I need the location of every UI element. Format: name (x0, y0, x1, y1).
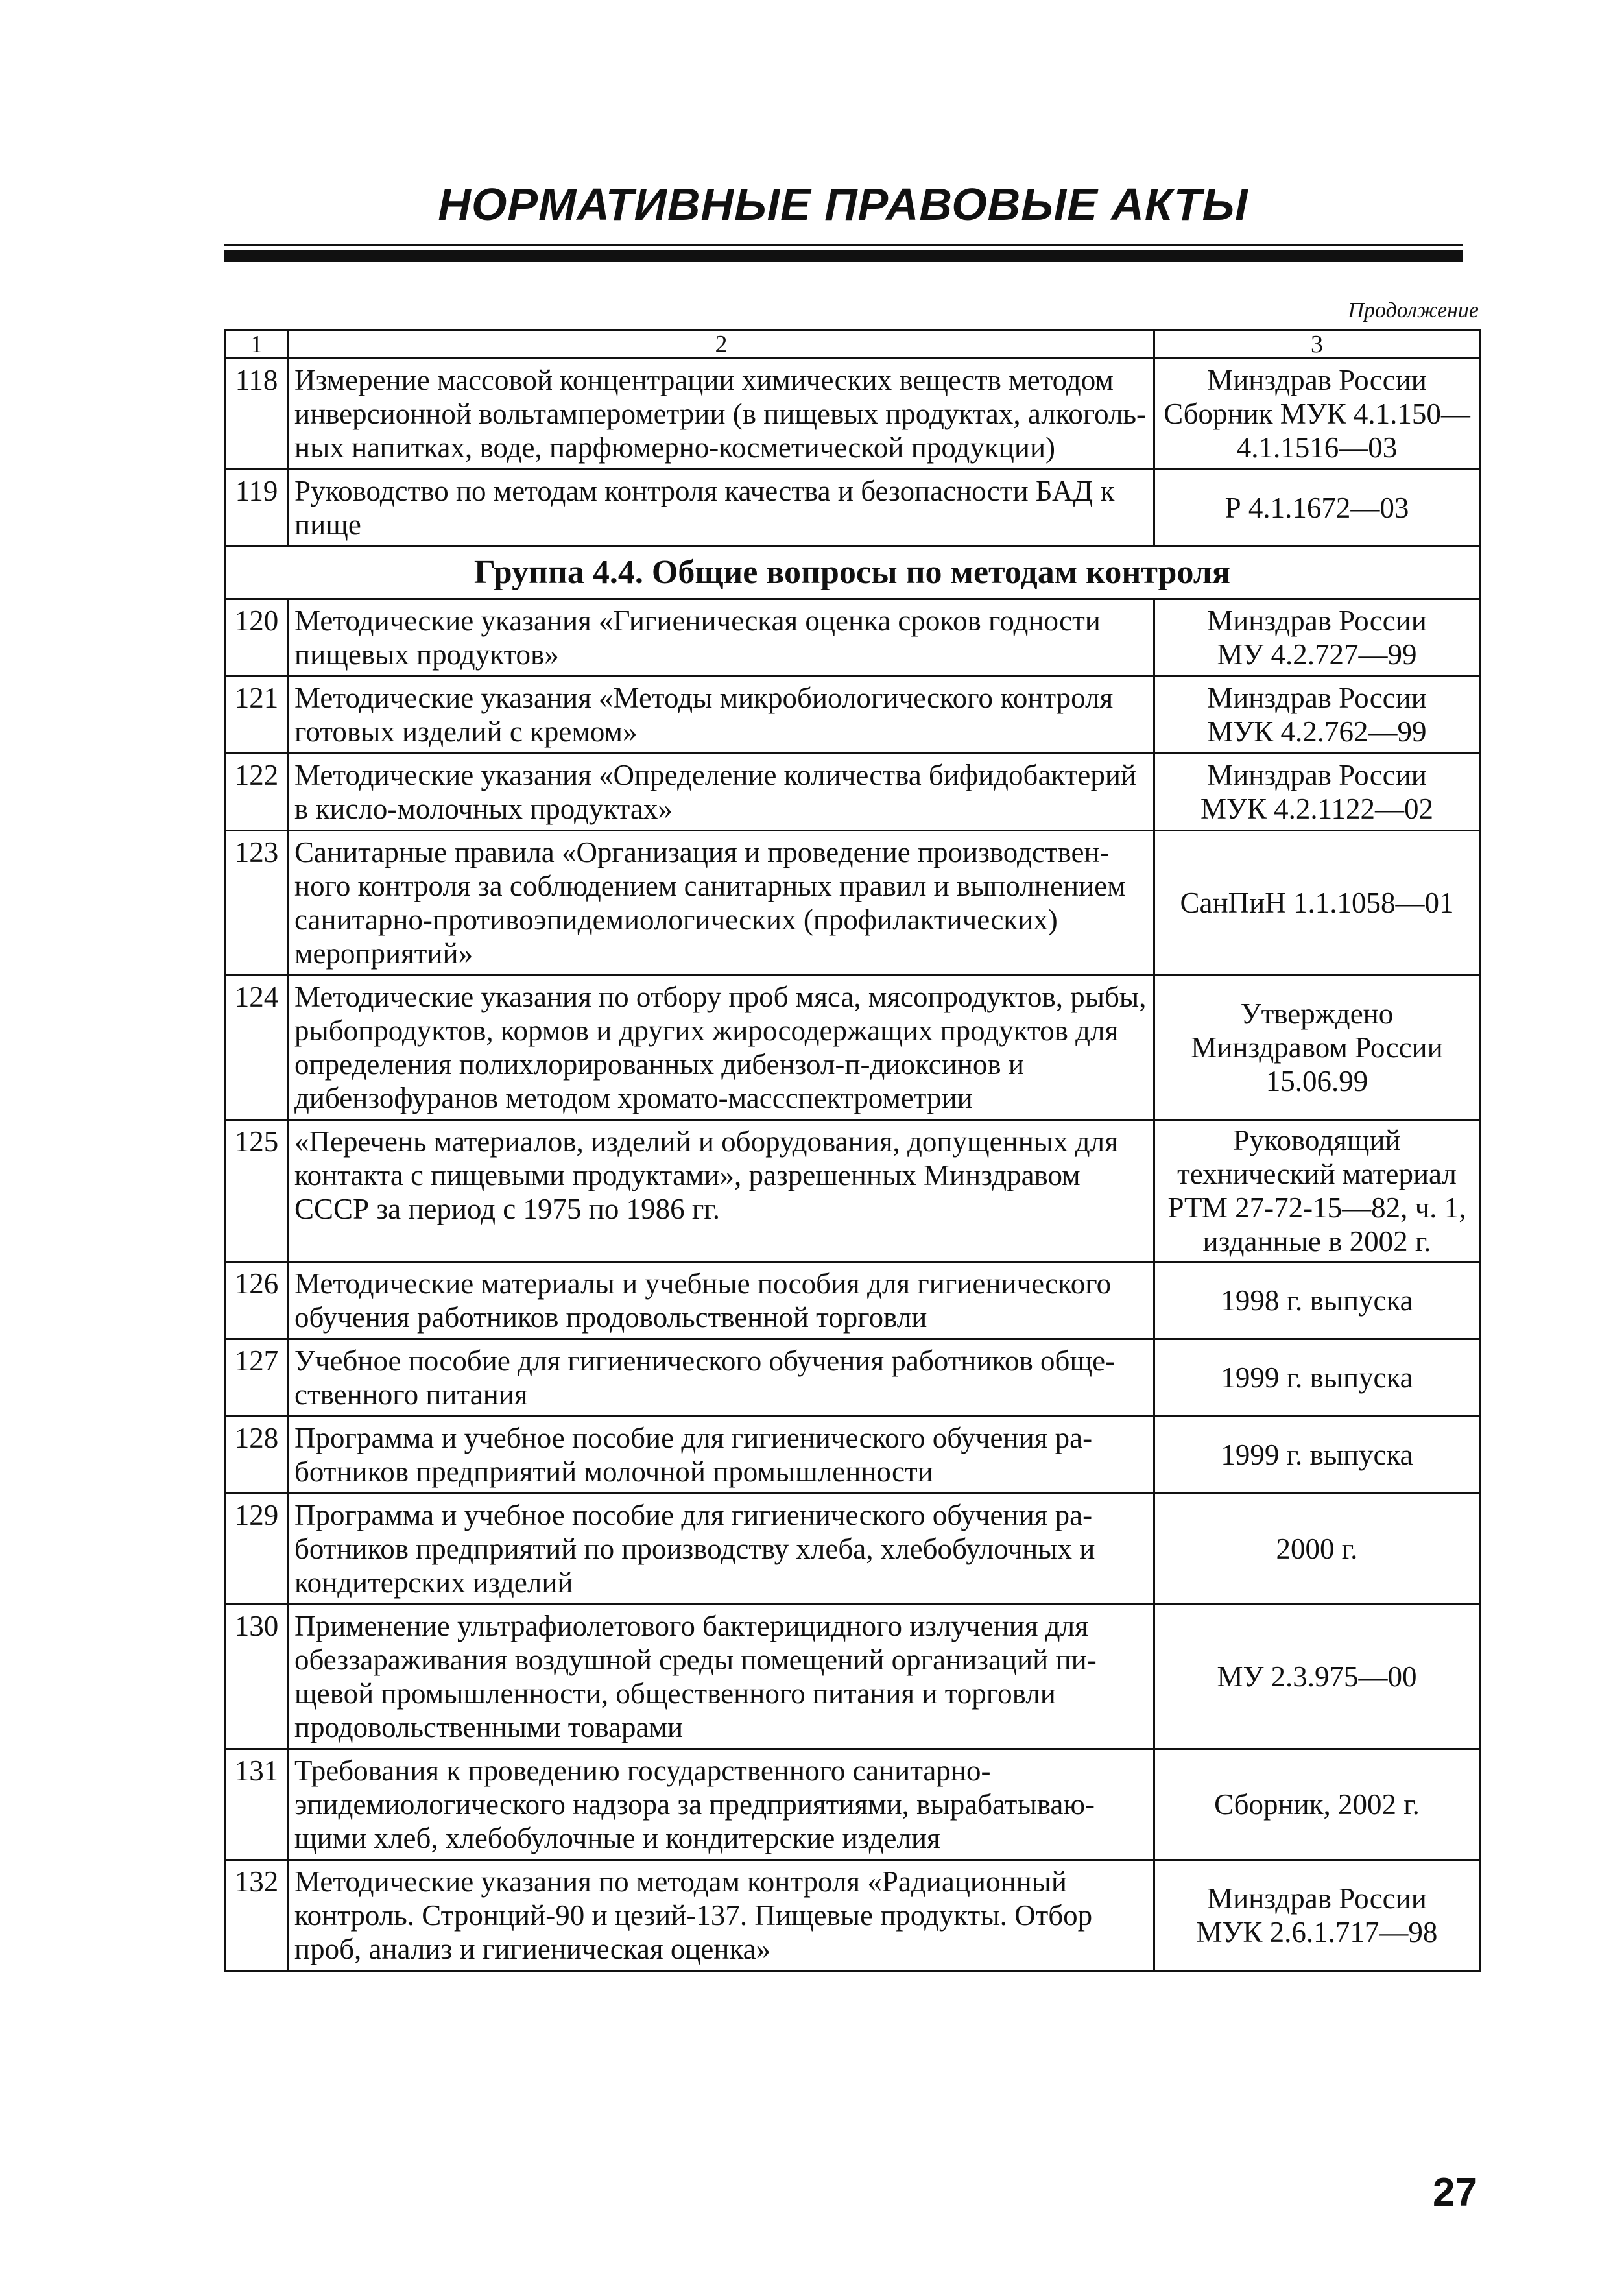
row-source (1154, 599, 1480, 676)
table-row (225, 1262, 1480, 1339)
header-rule-thin (224, 244, 1463, 246)
row-description: Санитарные правила «Организация и проведение производственного контроля за соблюдением санитарных правил и выполнением санитарно-противоэпидемиологических (профилактических) мероприятий» (289, 831, 1154, 975)
row-description: «Перечень материалов, изделий и оборудования, допущенных для контакта с пищевыми продуктами», разрешенных Минздравом СССР за период с 1975 по 1986 гг. (289, 1120, 1154, 1262)
table-row (225, 1417, 1480, 1494)
source-line: Р 4.1.1672—03 (1224, 492, 1409, 524)
row-number: 130 (225, 1605, 289, 1749)
regulations-table-wrap (224, 329, 1479, 1972)
source-line: технический материал (1177, 1158, 1457, 1190)
table-row (225, 1339, 1480, 1417)
row-number: 125 (225, 1120, 289, 1262)
table-group-section (225, 547, 1480, 599)
source-line: МУ 4.2.727—99 (1217, 638, 1417, 671)
row-source (1154, 754, 1480, 831)
source-line: Минздрав России (1207, 759, 1427, 791)
table-row (225, 975, 1480, 1120)
row-number: 126 (225, 1262, 289, 1339)
column-header: 3 (1154, 331, 1480, 359)
source-line: изданные в 2002 г. (1202, 1225, 1431, 1258)
row-number: 122 (225, 754, 289, 831)
row-number: 119 (225, 470, 289, 547)
row-number: 131 (225, 1749, 289, 1860)
row-description: Руководство по методам контроля качества и безопасности БАД к пище (289, 470, 1154, 547)
row-number: 118 (225, 359, 289, 470)
source-line: 1999 г. выпуска (1221, 1439, 1413, 1471)
table-row (225, 676, 1480, 754)
table-row (225, 1749, 1480, 1860)
source-line: Минздрав России (1207, 1882, 1427, 1915)
page-number: 27 (1433, 2170, 1477, 2215)
row-description: Методические указания по методам контроля «Радиационный контроль. Стронций-90 и цезий-137. Пищевые продукты. Отбор проб, анализ и гигиеническая оценка» (289, 1860, 1154, 1971)
row-number: 120 (225, 599, 289, 676)
table-body-part-1 (225, 359, 1480, 547)
source-line: МУК 4.2.1122—02 (1200, 793, 1433, 825)
row-description: Методические указания по отбору проб мяса, мясопродуктов, рыбы, рыбопродуктов, кормов и других жиросодержащих продуктов для определения полихлорированных дибензол-п-диоксинов и дибензофуранов методом хромато-массспектрометрии (289, 975, 1154, 1120)
table-row (225, 1494, 1480, 1605)
row-description: Методические указания «Гигиеническая оценка сроков годности пищевых продуктов» (289, 599, 1154, 676)
table-row (225, 599, 1480, 676)
row-source (1154, 831, 1480, 975)
source-line: Минздравом России (1191, 1031, 1443, 1064)
source-line: Минздрав России (1207, 604, 1427, 637)
source-line: Минздрав России (1207, 364, 1427, 396)
source-line: РТМ 27-72-15—82, ч. 1, (1167, 1191, 1466, 1224)
table-row (225, 754, 1480, 831)
header-rule-thick (224, 250, 1463, 262)
row-source (1154, 975, 1480, 1120)
column-header: 2 (289, 331, 1154, 359)
row-number: 121 (225, 676, 289, 754)
source-line: 4.1.1516—03 (1236, 431, 1398, 464)
row-number: 132 (225, 1860, 289, 1971)
table-row (225, 470, 1480, 547)
row-source (1154, 1860, 1480, 1971)
row-source (1154, 1120, 1480, 1262)
source-line: МУК 4.2.762—99 (1207, 715, 1427, 748)
source-line: 1998 г. выпуска (1221, 1284, 1413, 1317)
row-number: 123 (225, 831, 289, 975)
source-line: СанПиН 1.1.1058—01 (1180, 887, 1454, 919)
row-description: Применение ультрафиолетового бактерицидного излучения для обеззараживания воздушной среды помещений организаций пищевой промышленности, общественного питания и торговли продовольственными товарами (289, 1605, 1154, 1749)
source-line: Утверждено (1240, 998, 1394, 1030)
source-line: Сборник, 2002 г. (1214, 1788, 1420, 1821)
row-source (1154, 1605, 1480, 1749)
table-row (225, 359, 1480, 470)
table-header-row (225, 331, 1480, 359)
source-line: Сборник МУК 4.1.150— (1164, 398, 1470, 430)
column-header: 1 (225, 331, 289, 359)
row-description: Методические указания «Методы микробиологического контроля готовых изделий с кремом» (289, 676, 1154, 754)
row-description: Методические материалы и учебные пособия для гигиенического обучения работников продовольственной торговли (289, 1262, 1154, 1339)
row-source (1154, 676, 1480, 754)
table-body-part-2 (225, 599, 1480, 1971)
row-number: 124 (225, 975, 289, 1120)
row-description: Программа и учебное пособие для гигиенического обучения работников предприятий по производству хлеба, хлебобулочных и кондитерских изделий (289, 1494, 1154, 1605)
table-row (225, 831, 1480, 975)
row-source (1154, 1494, 1480, 1605)
row-source (1154, 1339, 1480, 1417)
row-description: Программа и учебное пособие для гигиенического обучения работников предприятий молочной промышленности (289, 1417, 1154, 1494)
page-title: НОРМАТИВНЫЕ ПРАВОВЫЕ АКТЫ (438, 179, 1248, 230)
regulations-table (224, 329, 1481, 1972)
source-line: 1999 г. выпуска (1221, 1361, 1413, 1394)
row-source (1154, 1749, 1480, 1860)
table-row (225, 1605, 1480, 1749)
row-source (1154, 1417, 1480, 1494)
row-description: Требования к проведению государственного санитарно-эпидемиологического надзора за предприятиями, вырабатывающими хлеб, хлебобулочные и кондитерские изделия (289, 1749, 1154, 1860)
source-line: МУК 2.6.1.717—98 (1196, 1916, 1438, 1948)
row-number: 127 (225, 1339, 289, 1417)
row-number: 129 (225, 1494, 289, 1605)
table-row (225, 1860, 1480, 1971)
source-line: Руководящий (1233, 1124, 1401, 1156)
group-heading: Группа 4.4. Общие вопросы по методам контроля (225, 547, 1480, 599)
source-line: МУ 2.3.975—00 (1217, 1660, 1417, 1693)
table-row (225, 1120, 1480, 1262)
group-row (225, 547, 1480, 599)
continuation-label: Продолжение (1348, 298, 1479, 322)
source-line: 15.06.99 (1265, 1065, 1368, 1097)
row-description: Измерение массовой концентрации химических веществ методом инверсионной вольтамперометрии (в пищевых продуктах, алкогольных напитках, воде, парфюмерно-косметической продукции) (289, 359, 1154, 470)
page-header (224, 179, 1463, 230)
source-line: Минздрав России (1207, 682, 1427, 714)
row-source (1154, 359, 1480, 470)
row-description: Учебное пособие для гигиенического обучения работников общественного питания (289, 1339, 1154, 1417)
row-description: Методические указания «Определение количества бифидобактерий в кисло-молочных продуктах» (289, 754, 1154, 831)
source-line: 2000 г. (1276, 1533, 1358, 1565)
row-number: 128 (225, 1417, 289, 1494)
row-source (1154, 470, 1480, 547)
row-source (1154, 1262, 1480, 1339)
